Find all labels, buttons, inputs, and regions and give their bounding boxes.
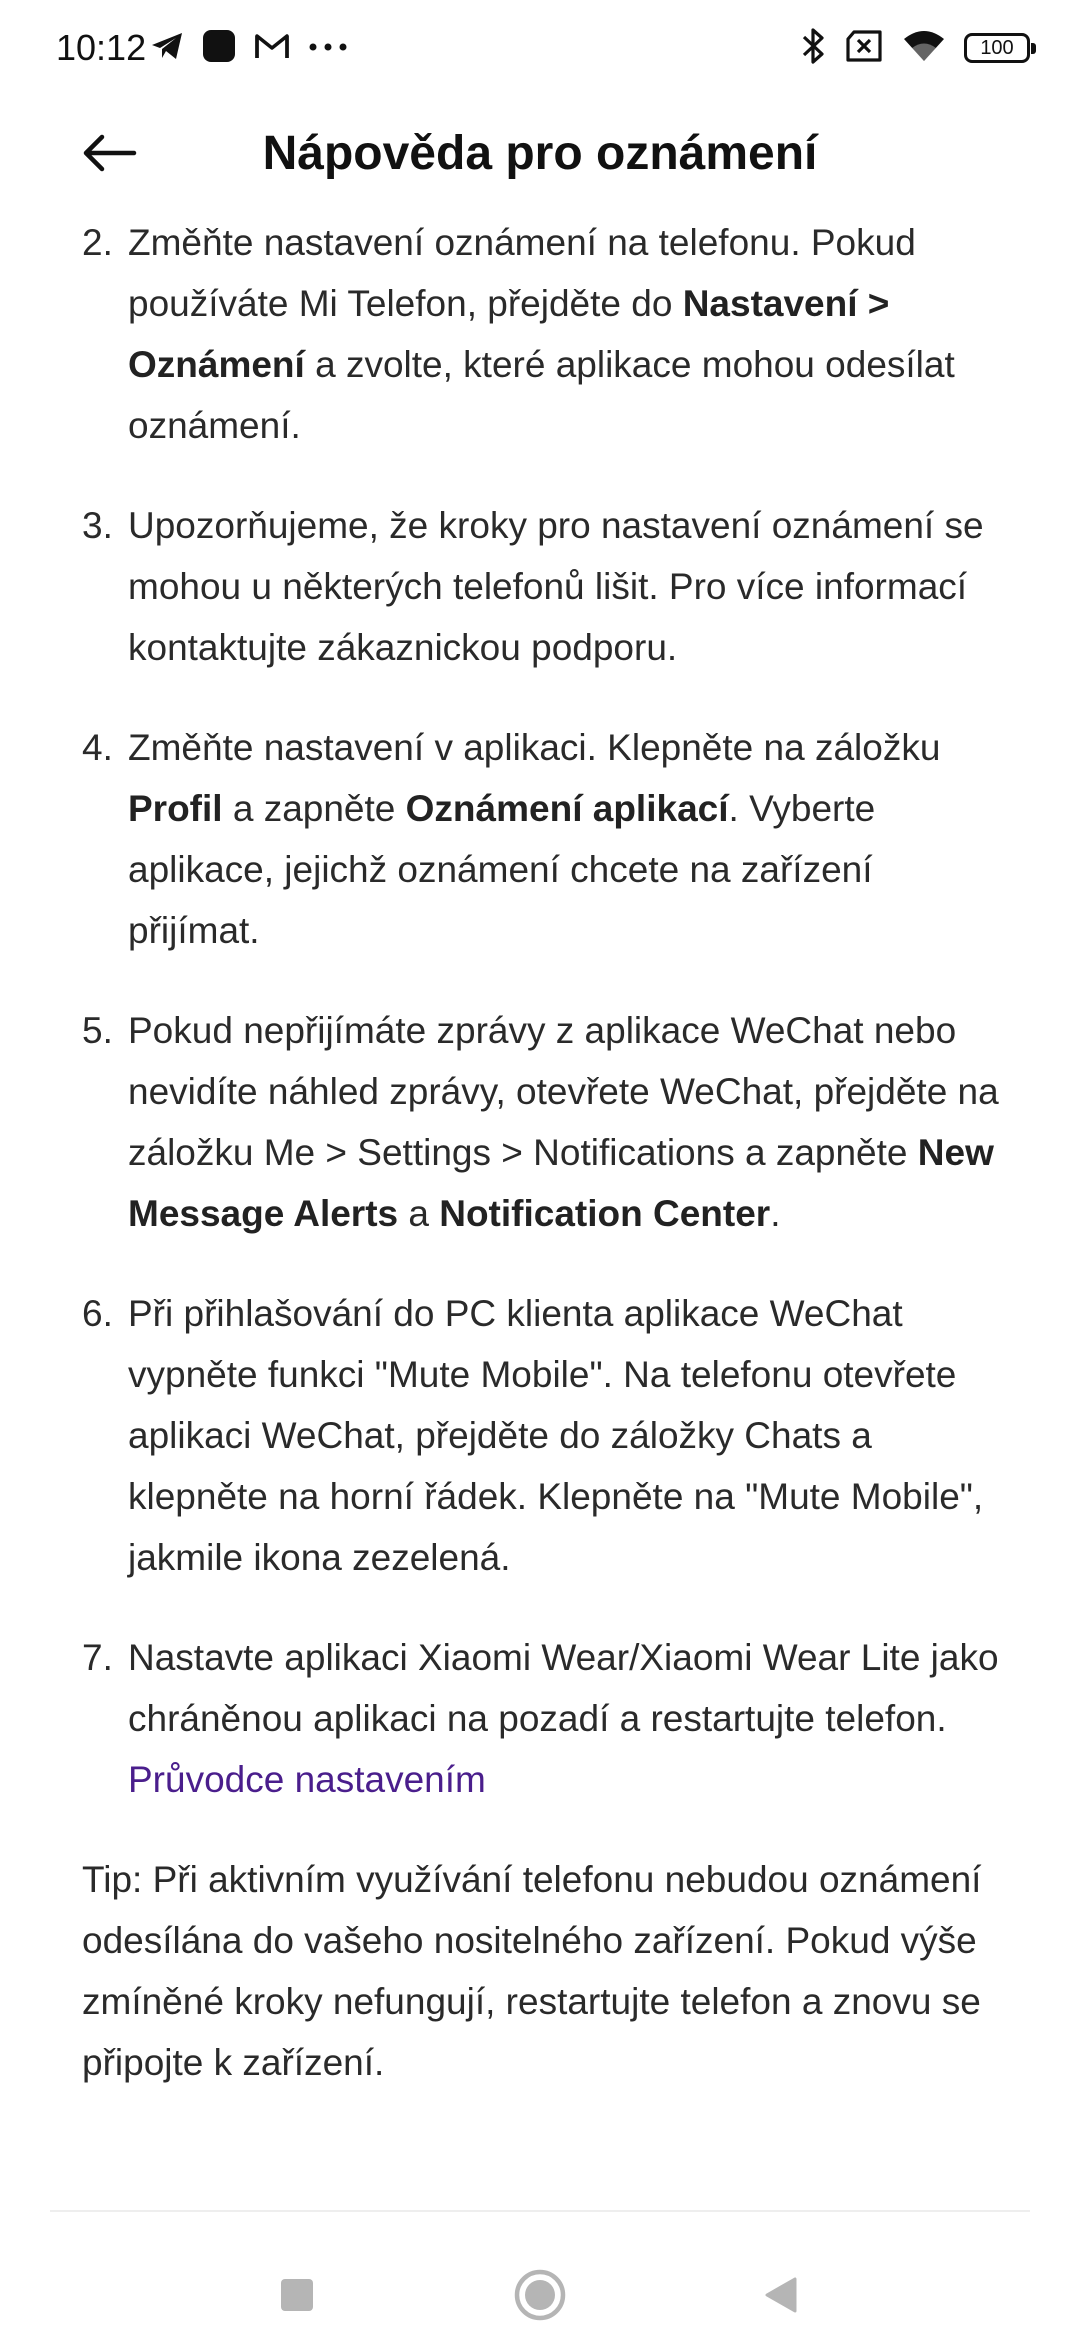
step-text: Pokud nepřijímáte zprávy z aplikace WeChat nebo nevidíte náhled zprávy, otevřete WeChat, přejděte na záložku Me > Settings > Notifications a zapněte (128, 1010, 999, 1173)
battery-level: 100 (980, 36, 1014, 59)
tip-text: Tip: Při aktivním využívání telefonu nebudou oznámení odesílána do vašeho nositelného zařízení. Pokud výše zmíněné kroky nefungují, restartujte telefon a znovu se připojte k zařízení. (82, 1859, 982, 2083)
step-emphasis: Notification Center (439, 1193, 771, 1234)
step-item (82, 495, 1002, 678)
more-dots-icon (308, 39, 348, 57)
step-text: Změňte nastavení v aplikaci. Klepněte na záložku (128, 727, 941, 768)
recents-square-icon (279, 2277, 315, 2313)
step-number: 2. (82, 222, 113, 263)
recents-button[interactable] (262, 2260, 332, 2330)
step-item (82, 212, 1002, 456)
step-text: . (770, 1193, 781, 1234)
system-nav-bar (0, 2240, 1080, 2340)
step-emphasis: New Message Alerts (128, 1132, 994, 1234)
back-triangle-icon (761, 2275, 801, 2315)
telegram-icon (150, 31, 184, 66)
help-content (82, 212, 1002, 2093)
step-emphasis: Oznámení aplikací (405, 788, 729, 829)
step-number: 5. (82, 1010, 113, 1051)
step-text: Změňte nastavení oznámení na telefonu. Pokud používáte Mi Telefon, přejděte do (128, 222, 916, 324)
step-text: Při přihlašování do PC klienta aplikace WeChat vypněte funkci "Mute Mobile". Na telefonu otevřete aplikaci WeChat, přejděte do záložky Chats a klepněte na horní řádek. Klepněte na "Mute Mobile", jakmile ikona zezelená. (128, 1293, 984, 1578)
step-item (82, 1627, 1002, 1810)
step-text: a zvolte, které aplikace mohou odesílat oznámení. (128, 344, 955, 446)
step-number: 3. (82, 505, 113, 546)
page-title: Nápověda pro oznámení (262, 127, 818, 180)
wifi-icon (902, 29, 946, 68)
step-number: 4. (82, 727, 113, 768)
step-number: 7. (82, 1637, 113, 1678)
app-icon (202, 29, 236, 68)
step-item (82, 717, 1002, 961)
no-sim-icon (844, 30, 884, 67)
status-time: 10:12 (56, 27, 147, 68)
step-number: 6. (82, 1293, 113, 1334)
step-text: Upozorňujeme, že kroky pro nastavení oznámení se mohou u některých telefonů lišit. Pro více informací kontaktujte zákaznickou podporu. (128, 505, 984, 668)
nav-divider (50, 2210, 1030, 2212)
settings-guide-link[interactable]: Průvodce nastavením (128, 1759, 486, 1800)
status-left-icons (150, 26, 348, 70)
step-emphasis: Profil (128, 788, 223, 829)
status-right-icons (800, 22, 1030, 74)
app-header (0, 100, 1080, 210)
step-text: . Vyberte aplikace, jejichž oznámení chcete na zařízení přijímat. (128, 788, 876, 951)
home-button[interactable] (505, 2260, 575, 2330)
step-text: a zapněte (222, 788, 406, 829)
step-text: Nastavte aplikaci Xiaomi Wear/Xiaomi Wear Lite jako chráněnou aplikaci na pozadí a restartujte telefon. (128, 1637, 999, 1739)
nav-back-button[interactable] (746, 2260, 816, 2330)
gmail-icon (254, 31, 290, 66)
bluetooth-icon (800, 27, 826, 70)
home-circle-icon (512, 2267, 568, 2323)
battery-icon (964, 33, 1030, 63)
step-item (82, 1283, 1002, 1588)
step-item (82, 1000, 1002, 1244)
status-bar (0, 0, 1080, 96)
step-text: a (398, 1193, 440, 1234)
step-emphasis: Nastavení > Oznámení (128, 283, 890, 385)
